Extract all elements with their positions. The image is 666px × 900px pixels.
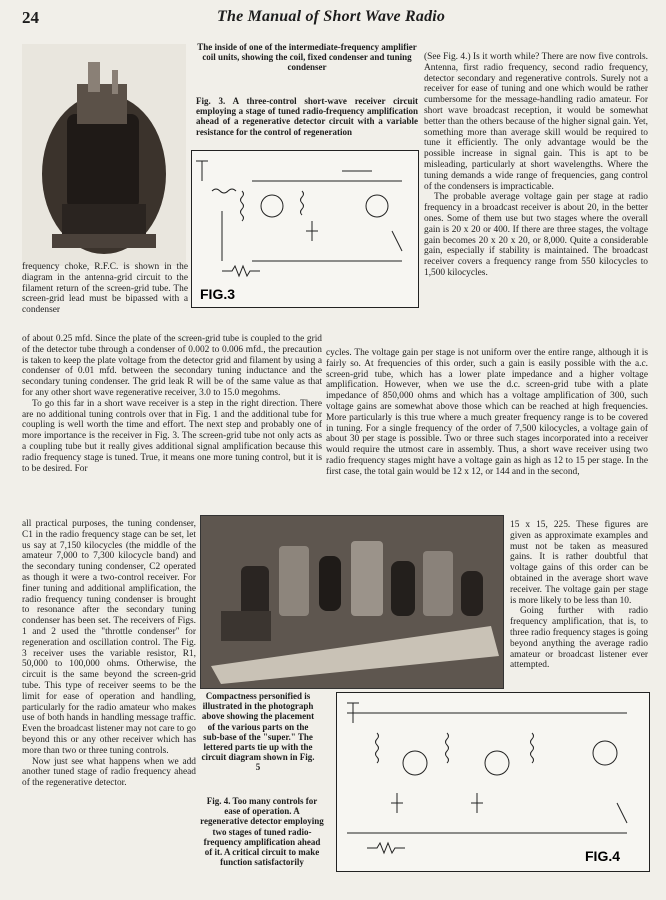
running-title: The Manual of Short Wave Radio <box>217 8 446 25</box>
chassis-photo <box>200 515 504 689</box>
fig3-label: FIG.3 <box>200 286 236 302</box>
chassis-photo-caption: Compactness personified is illustrated in the photograph above showing the placement of the various parts on the sub-base of the "super." The lettered parts tie up with the circuit diagram shown in Fig. 5 <box>201 691 315 773</box>
fig4-label: FIG.4 <box>585 848 621 864</box>
coil-photo-caption: The inside of one of the intermediate-frequency amplifier coil units, showing the coil, fixed condenser and tuning condenser <box>197 42 417 73</box>
coil-unit-photo <box>22 44 186 266</box>
fig3-circuit-drawing <box>192 151 418 307</box>
page-header <box>22 8 644 30</box>
right-column-narrow: 15 x 15, 225. These figures are given as approximate examples and must not be taken as measured gains. It is rather doubtful that voltage gains of this order can be obtained in the average short wave receiver. The voltage gain per stage is more likely to be less than 10. Going further with radio frequency amplification, that is, to three radio frequency stages is going beyond anything the average radio amateur or broadcast listener ever attempted. <box>510 520 648 671</box>
left-column-narrow: all practical purposes, the tuning condenser, C1 in the radio frequency stage can be set, let us say at 7,150 kilocycles (the middle of the amateur 7,000 to 7,300 kilocycle band) and the secondary tuning condenser, C2 operated as though it were a two-control receiver. For finer tuning and additional amplification, the radio frequency tuning condenser is brought to resonance after the secondary tuning condenser has been set. The receivers of Figs. 1 and 2 used the "throttle condenser" for regeneration and oscillation control. The Fig. 3 receiver uses the variable resistor, R1, 50,000 to 100,000 ohms. Otherwise, the circuit is the same beyond the screen-grid tube. This type of receiver seems to be the limit for ease of operation and handling, particularly for the radio amateur who makes use of both hands in handling message traffic. Even the broadcast listener may not care to go beyond this or any other receiver which has more than two or three tuning controls. Now just see what happens when we add another tuned stage of radio frequency ahead of the regenerative detector. <box>22 519 196 789</box>
chassis-illustration <box>201 516 503 688</box>
fig4-circuit-drawing <box>337 693 649 871</box>
coil-unit-illustration <box>22 44 186 266</box>
fig3-schematic <box>191 150 419 308</box>
left-column-body: of about 0.25 mfd. Since the plate of the screen-grid tube is coupled to the grid of the detector tube through a condenser of 0.002 to 0.006 mfd., the precaution is taken to keep the plate voltage from the detector grid and filament by using a condenser of 0.01 mfd. between the secondary tuning inductance and the secondary tuning condenser. The grid leak R will be of the same value as that for any other short wave regenerative receiver, 3.0 to 15.0 megohms. To go this far in a short wave receiver is a step in the right direction. There are no additional tuning controls over that in Fig. 1 and the additional tube for coupling is well worth the time and effort. The next step and probably one of more importance is the receiver in Fig. 3. The screen-grid tube not only acts as a coupling tube but it really gives additional signal amplification because this radio frequency stage is tuned. True, it means one more tuning control, but it is to be desired. For <box>22 334 322 474</box>
left-column-choke-text: frequency choke, R.F.C. is shown in the diagram in the antenna-grid circuit to the filament return of the screen-grid tube. The screen-grid lead must be bipassed with a condenser <box>22 262 188 316</box>
fig4-schematic <box>336 692 650 872</box>
fig3-caption: Fig. 3. A three-control short-wave receiver circuit employing a stage of tuned radio-frequency amplification ahead of a regenerative detector circuit with a variable resistance for the control of regeneration <box>196 96 418 137</box>
page-number: 24 <box>22 8 39 27</box>
right-column-body: cycles. The voltage gain per stage is not uniform over the entire range, although it is fairly so. At frequencies of this order, such a gain is easily possible with the a.c. screen-grid tube, which has a lower plate impedance and a higher voltage amplification. However, when we use the d.c. screen-grid tube with a plate impedance of 850,000 ohms and which has a voltage amplification of 300, such voltage gains are somewhat above those which can be reached at high frequencies. More particularly is this true where a much greater frequency range is to be covered in tuning. For a single frequency of the order of 7,500 kilocycles, a voltage gain of about 30 per stage is possible. Two or three such stages incorporated into a receiver would require the utmost care in assembly. Thus, a short wave receiver using two radio frequency stages might have a voltage gain as high as 12 to 15 per stage. In the first case, the total gain would be 12 x 12, or 144 and in the second, <box>326 348 648 477</box>
fig4-caption: Fig. 4. Too many controls for ease of operation. A regenerative detector employing two stages of tuned radio-frequency amplification ahead of it. A critical circuit to make function satisfactorily <box>200 796 324 868</box>
right-column-top: (See Fig. 4.) Is it worth while? There are now five controls. Antenna, first radio frequency, second radio frequency, detector secondary and regenerative controls. Surely not a receiver for ease of tuning and one which would be rather cumbersome for the message-handling radio amateur. For short wave broadcast reception, it would be somewhat better than the others because of the higher signal gain. Yet, something more than average skill would be required to tune it efficiently. The only advantage would be the possible increase in signal gain. This is apt to be misleading, particularly at short wavelengths. Where the tuning demands a wide range of frequencies, gang control of the condensers is impracticable. The probable average voltage gain per stage at radio frequency in a broadcast receiver is about 20, in the better ones. Some of them use but two stages where the overall gain is 20 x 20 or 400. If there are three stages, the voltage gain becomes 20 x 20 x 20, or 8,000. Quite a considerable gain, especially if stability is maintained. The broadcast receiver covers a frequency range from 550 kilocycles to 1,500 kilocycles. <box>424 52 648 278</box>
